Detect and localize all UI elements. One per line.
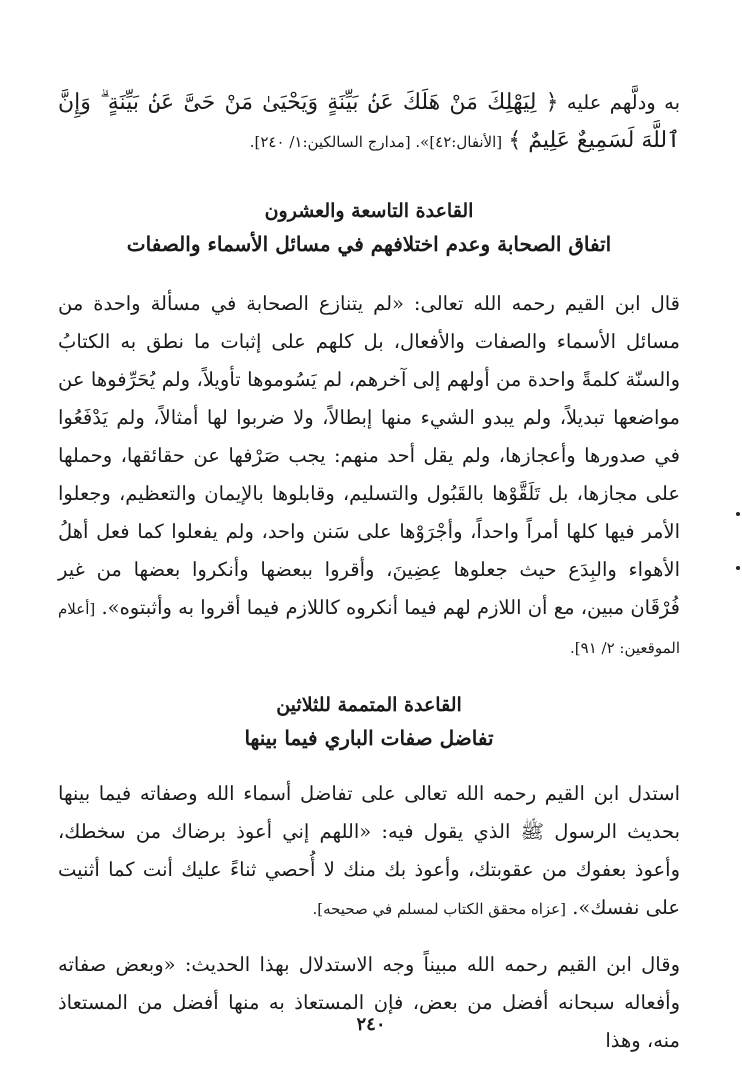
section-30-subtitle: تفاضل صفات الباري فيما بينها <box>244 726 494 750</box>
intro-lead: به ودلَّهم عليه <box>566 91 680 114</box>
intro-paragraph <box>58 84 680 161</box>
section-30-body-2: وقال ابن القيم رحمه الله مبيناً وجه الاستدلال بهذا الحديث: «وبعض صفاته وأفعاله سبحانه أفضل من بعض، فإن المستعاذ به منها أفضل من المستعاذ منه، وهذا <box>58 953 680 1052</box>
section-30-title: القاعدة المتممة للثلاثين <box>276 694 462 716</box>
section-30-paragraph-2 <box>58 946 680 1060</box>
section-30-body: استدل ابن القيم رحمه الله تعالى على تفاضل أسماء الله وصفاته فيما بينها بحديث الرسول ﷺ الذي يقول فيه: «اللهم إني أعوذ برضاك من سخطك، وأعوذ بعفوك من عقوبتك، وأعوذ بك منك لا أُحصي ثناءً عليك أنت كما أثنيت على نفسك». <box>58 782 680 919</box>
page-number: ٢٤٠ <box>356 1014 386 1035</box>
section-29-subtitle: اتفاق الصحابة وعدم اختلافهم في مسائل الأسماء والصفات <box>126 232 612 256</box>
scan-edge-mark <box>736 566 740 570</box>
intro-reference: [الأنفال:٤٢]». [مدارج السالكين:١/ ٢٤٠]. <box>249 133 503 151</box>
section-29-title: القاعدة التاسعة والعشرون <box>264 200 474 222</box>
page-content <box>58 84 680 1064</box>
section-29-body: قال ابن القيم رحمه الله تعالى: «لم يتنازع الصحابة في مسألة واحدة من مسائل الأسماء والصفات والأفعال، بل كلهم على إثبات ما نطق به الكتابُ والسنّة كلمةً واحدة من أولهم إلى آخرهم، لم يَسُوموها تأويلاً، ولم يُحَرِّفوها عن مواضعها تبديلاً، ولم يبدو الشيء منها إبطالاً، ولا ضربوا لها أمثالاً، ولم يَدْفَعُوا في صدورها وأعجازها، ولم يقل أحد منهم: يجب صَرْفها عن حقائقها، وحملها على مجازها، بل تَلَقَّوْها بالقَبُول والتسليم، وقابلوها بالإيمان والتعظيم، وجعلوا الأمر فيها كلها أمراً واحداً، وأجْرَوْها على سَنن واحد، ولم يفعلوا كما فعل أهلُ الأهواء والبِدَع حيث جعلوها عِضِينَ، وأقروا ببعضها وأنكروا بعضها من غير فُرْقَان مبين، مع أن اللازم لهم فيما أنكروه كاللازم فيما أقروا به وأثبتوه». <box>58 292 680 619</box>
section-29-paragraph <box>58 285 680 667</box>
scan-edge-mark <box>736 512 740 516</box>
section-30-reference: [عزاه محقق الكتاب لمسلم في صحيحه]. <box>312 900 566 918</box>
section-29-reference: [أعلام الموقعين: ٢/ ٩١]. <box>58 600 680 657</box>
quran-verse: ﴿ لِيَهْلِكَ مَنْ هَلَكَ عَنۢ بَيِّنَةٍ وَيَحْيَىٰ مَنْ حَىَّ عَنۢ بَيِّنَةٍ ۗ وَإِنَّ ٱللَّهَ لَسَمِيعٌ عَلِيمٌ ﴾ <box>58 90 680 153</box>
section-30-paragraph <box>58 775 680 928</box>
